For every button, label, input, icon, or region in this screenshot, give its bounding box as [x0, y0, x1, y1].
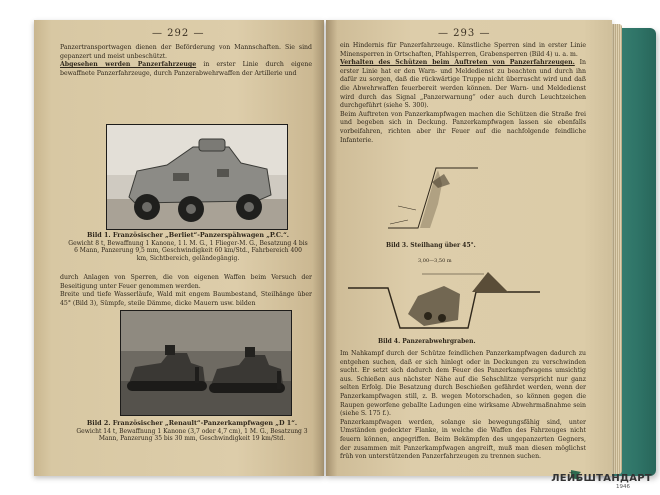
fig4-label: Bild 4. Panzerabwehrgraben. [378, 338, 476, 345]
fig1-caption-title: Bild 1. Französischer „Berliet“-Panzerspähwagen „P.C.“. [87, 231, 289, 239]
right-page-number: — 293 — [438, 28, 491, 39]
fig2-caption [74, 420, 310, 443]
watermark-year: 1946 [616, 484, 630, 490]
right-para-1: ein Hindernis für Panzerfahrzeuge. Künstliche Sperren sind in erster Linie Minensperren in Ortschaften, Pfahlsperren, Grabensperren (Bild 4) u. a. m. Verhalten des Schützen beim Auftreten von Panzerfahrzeugen. In erster Linie hat er den Warn- und Meldedienst zu beachten und durch ihn dafür zu sorgen, daß die rückwärtige Truppe nicht überrascht wird und daß die Abwehrwaffen feuerbereit werden können. Der Warn- und Meldedienst wird durch das Signal „Panzerwarnung“ oder auch durch Leuchtzeichen durchgeführt (siehe S. 300). Beim Auftreten von Panzerkampfwagen machen die Schützen die Straße frei und begeben sich in Deckung. Panzerkampfwagen lassen sie ebenfalls vorbeifahren, richten aber ihr Feuer auf die nachfolgende feindliche Infanterie. [340, 42, 587, 144]
fig1-caption [68, 232, 308, 262]
fig2-caption-title: Bild 2. Französischer „Renault“-Panzerkampfwagen „D 1“. [86, 419, 298, 427]
fig2-caption-body: Gewicht 14 t, Bewaffnung 1 Kanone (3,7 oder 4,7 cm), 1 M. G., Besatzung 3 Mann, Panzerung 35 bis 30 mm, Geschwindigkeit 19 km/Std. [76, 427, 308, 443]
right-page [326, 20, 612, 476]
tanks-photo [120, 310, 292, 416]
right-para-4: Im Nahkampf durch der Schütze feindlichen Panzerkampfwagen dadurch zu entgehen suchen, daß er sich hinlegt oder in Deckungen zu verschwinden sucht. Er setzt sich dadurch dem Feuer des Panzerkampfwagens umsichtig aus. Schießen aus nächster Nähe auf die Sehschlitze verspricht nur ganz selten Erfolg. Die Besatzung durch Beschießen gefährdet werden, wenn der Panzerkampfwagen still, z. B. wegen Motorschaden, so können gegen die Raupen geworfene geballte Ladungen eine wirksame Abwehrmaßnahme sein (siehe S. 175 f.). Panzerkampfwagen werden, solange sie bewegungsfähig sind, unter Umständen gedeckter Flanke, in welche die Waffen des Fahrzeuges nicht feuern können, angegriffen. Beim Bekämpfen des ungepanzerten Gegners, der zusammen mit Panzerkampfwagen angreift, muß man diesen möglichst früh von unterstützenden Panzerfahrzeugen zu trennen suchen. [340, 350, 586, 461]
left-page [34, 20, 324, 476]
steep-slope-sketch [378, 158, 488, 236]
left-page-number: — 292 — [152, 28, 205, 39]
open-book [34, 20, 632, 480]
fig1-caption-body: Gewicht 8 t, Bewaffnung 1 Kanone, 1 l. M. G., 1 Flieger-M. G., Besatzung 4 bis 6 Mann, Panzerung 9,5 mm, Geschwindigkeit 60 km/Std., Fahrbereich 400 km, Sichtbereich, geländegängig. [68, 239, 308, 262]
watermark-logo [532, 469, 652, 491]
left-para-top: Panzertransportwagen dienen der Beförderung von Mannschaften. Sie sind gepanzert und meist unbeschützt. Abgesehen werden Panzerfahrzeuge in erster Linie durch eigene bewaffnete Panzerfahrzeuge, durch Panzerabwehrwaffen der Artillerie und [60, 44, 312, 77]
fig3-label: Bild 3. Steilhang über 45°. [386, 242, 476, 249]
page-edges [612, 24, 622, 474]
fig4-dimension: 3,00—3,50 m [418, 258, 452, 264]
left-para-heading: Abgesehen werden Panzerfahrzeuge [60, 61, 197, 69]
right-para-2-heading: Verhalten des Schützen beim Auftreten von Panzerfahrzeugen. [340, 59, 575, 67]
armored-car-photo [106, 124, 288, 230]
watermark-name: ЛЕЙБШТАНДАРТ [551, 473, 652, 484]
tank-trench-sketch [348, 264, 540, 334]
left-para-mid: durch Anlagen von Sperren, die von eigenen Waffen beim Versuch der Beseitigung unter Feuer genommen werden. Breite und tiefe Wasserläufe, Wald mit engem Baumbestand, Steilhänge über 45° (Bild 3), Sümpfe, steile Dämme, dicke Mauern usw. bilden [60, 274, 312, 307]
